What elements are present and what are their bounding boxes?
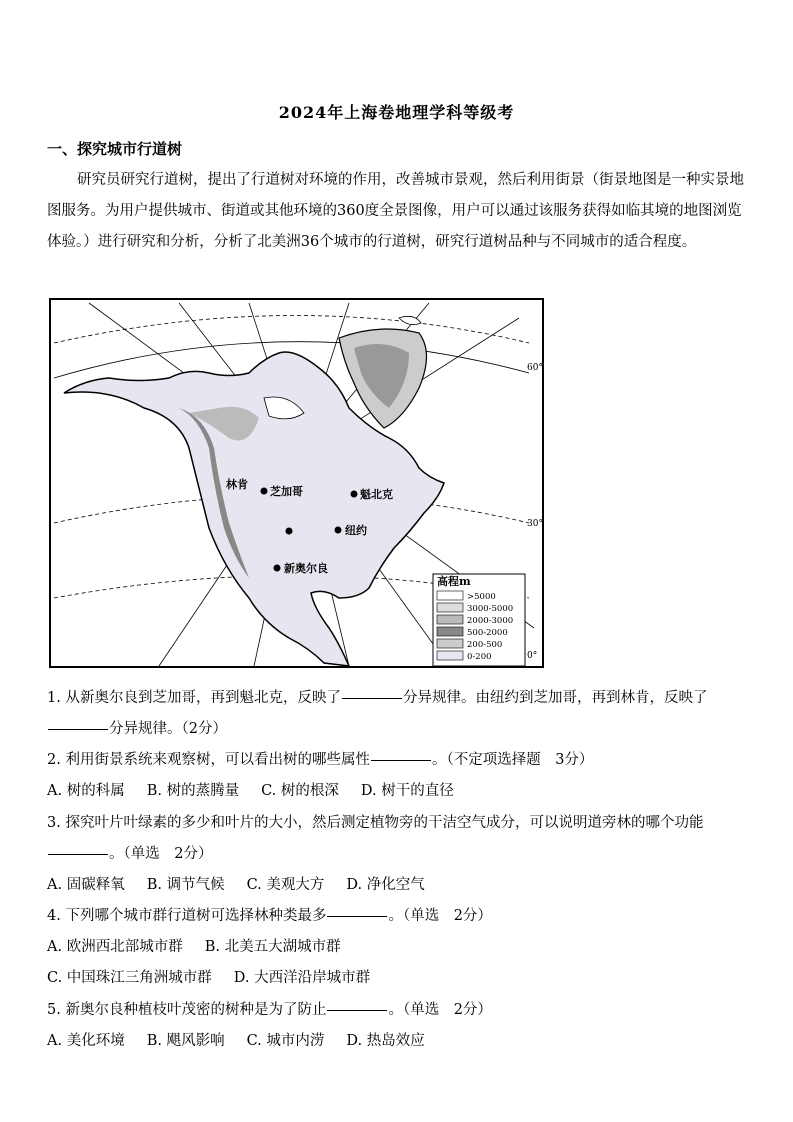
question-text: 。（单选 2分） [388,908,492,924]
legend-title: 高程m [437,575,471,588]
lat-label-0: 0° [527,651,538,661]
answer-blank[interactable] [48,728,108,730]
option[interactable]: C. 树的根深 [261,783,339,799]
north-america-map [49,298,544,668]
question-text: 1. 从新奥尔良到芝加哥，再到魁北克，反映了 [47,690,341,706]
legend-item: 2000-3000 [467,616,514,626]
option[interactable]: C. 美观大方 [246,877,325,893]
answer-blank[interactable] [342,697,402,699]
question-2 [47,745,752,807]
question-text: 分异规律。由纽约到芝加哥，再到林肯，反映了 [402,690,708,706]
option[interactable]: A. 树的科属 [47,783,125,799]
question-5 [47,995,752,1057]
question-text: 5. 新奥尔良种植枝叶茂密的树种是为了防止 [47,1002,327,1018]
legend-item: 0-200 [467,652,492,662]
option[interactable]: D. 净化空气 [346,877,425,893]
option[interactable]: A. 欧洲西北部城市群 [47,939,183,955]
answer-blank[interactable] [327,1009,387,1011]
lat-label-60: 60° [527,363,543,373]
option[interactable]: D. 热岛效应 [346,1033,425,1049]
question-1 [47,683,752,745]
option[interactable]: B. 调节气候 [146,877,225,893]
legend-item: 200-500 [467,640,503,650]
question-text: 4. 下列哪个城市群行道树可选择林种类最多 [47,908,327,924]
answer-blank[interactable] [327,915,387,917]
elevation-legend [433,574,525,666]
option[interactable]: A. 固碳释氧 [47,877,125,893]
option[interactable]: B. 飓风影响 [146,1033,225,1049]
intro-paragraph: 研究员研究行道树，提出了行道树对环境的作用，改善城市景观，然后利用街景（街景地图是一种实景地图服务。为用户提供城市、街道或其他环境的360度全景图像，用户可以通过该服务获得如临其境的地图浏览体验。）进行研究和分析，分析了北美洲36个城市的行道树，研究行道树品种与不同城市的适合程度。 [47,172,744,250]
option[interactable]: B. 树的蒸腾量 [146,783,240,799]
city-label-newyork: 纽约 [345,524,367,537]
option[interactable]: B. 北美五大湖城市群 [204,939,341,955]
lat-label-30: 30° [527,519,543,529]
city-label-quebec: 魁北克 [360,488,393,501]
city-label-chicago: 芝加哥 [270,485,303,498]
option[interactable]: C. 城市内涝 [246,1033,325,1049]
page-title: 2024年上海卷地理学科等级考 [278,103,515,122]
option[interactable]: C. 中国珠江三角洲城市群 [47,970,212,986]
option[interactable]: D. 大西洋沿岸城市群 [233,970,371,986]
answer-blank[interactable] [48,853,108,855]
answer-blank[interactable] [371,759,431,761]
question-text: 分异规律。（2分） [109,721,227,737]
option[interactable]: A. 美化环境 [47,1033,125,1049]
question-text: 。（单选 2分） [109,846,213,862]
city-label-lincoln: 林肯 [226,478,248,491]
question-text: 。（单选 2分） [388,1002,492,1018]
question-text: 2. 利用街景系统来观察树，可以看出树的哪些属性 [47,752,370,768]
legend-item: 3000-5000 [467,604,514,614]
question-text: 3. 探究叶片叶绿素的多少和叶片的大小，然后测定植物旁的干洁空气成分，可以说明道旁林的哪个功能 [47,815,704,831]
question-3 [47,808,752,901]
option[interactable]: D. 树干的直径 [360,783,454,799]
city-label-neworleans: 新奥尔良 [284,562,328,575]
legend-item: 500-2000 [467,628,508,638]
question-4 [47,901,752,994]
section-heading: 一、探究城市行道树 [47,140,183,158]
legend-item: >5000 [467,592,496,602]
question-text: 。（不定项选择题 3分） [431,752,594,768]
